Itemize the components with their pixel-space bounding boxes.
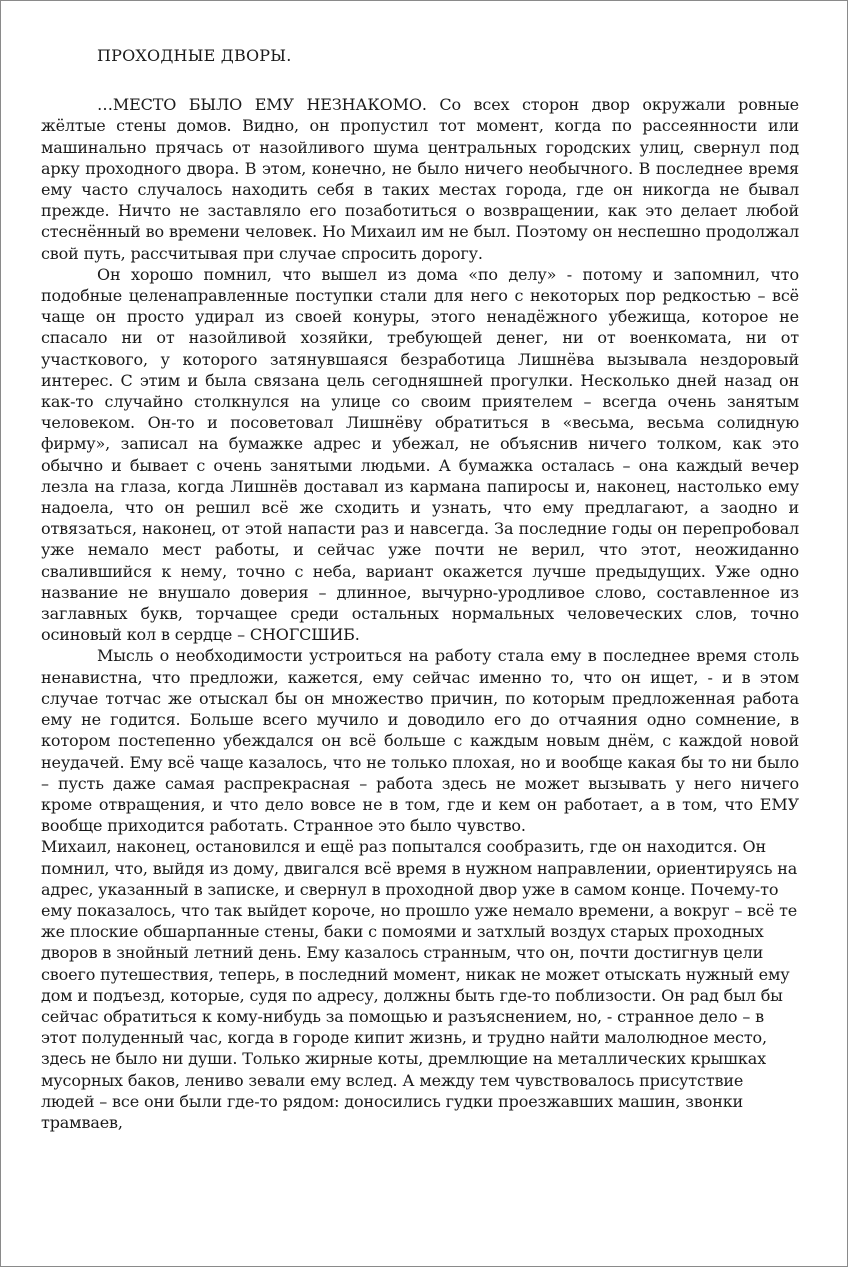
document-body [41, 45, 799, 1133]
paragraph-1: …МЕСТО БЫЛО ЕМУ НЕЗНАКОМО. Со всех сторон двор окружали ровные жёлтые стены домов. Видно, он пропустил тот момент, когда по рассеянности или машинально прячась от назойливого шума центральных городских улиц, свернул под арку проходного двора. В этом, конечно, не было ничего необычного. В последнее время ему часто случалось находить себя в таких местах города, где он никогда не бывал прежде. Ничто не заставляло его позаботиться о возвращении, как это делает любой стеснённый во времени человек. Но Михаил им не был. Поэтому он неспешно продолжал свой путь, рассчитывая при случае спросить дорогу. [41, 95, 799, 263]
paragraph-3: Мысль о необходимости устроиться на работу стала ему в последнее время столь ненавистна, что предложи, кажется, ему сейчас именно то, что он ищет, - и в этом случае тотчас же отыскал бы он множество причин, по которым предложенная работа ему не годится. Больше всего мучило и доводило его до отчаяния одно сомнение, в котором постепенно убеждался он всё больше с каждым новым днём, с каждой новой неудачей. Ему всё чаще казалось, что не только плохая, но и вообще какая бы то ни было – пусть даже самая распрекрасная – работа здесь не может вызывать у него ничего кроме отвращения, и что дело вовсе не в том, где и кем он работает, а в том, что ЕМУ вообще приходится работать. Странное это было чувство. [41, 646, 799, 836]
paragraph-4: Михаил, наконец, остановился и ещё раз попытался сообразить, где он находится. Он помнил, что, выйдя из дому, двигался всё время в нужном направлении, ориентируясь на адрес, указанный в записке, и свернул в проходной двор уже в самом конце. Почему-то ему показалось, что так выйдет короче, но прошло уже немало времени, а вокруг – всё те же плоские обшарпанные стены, баки с помоями и затхлый воздух старых проходных дворов в знойный летний день. Ему казалось странным, что он, почти достигнув цели своего путешествия, теперь, в последний момент, никак не может отыскать нужный ему дом и подъезд, которые, судя по адресу, должны быть где-то поблизости. Он рад был бы сейчас обратиться к кому-нибудь за помощью и разъяснением, но, - странное дело – в этот полуденный час, когда в городе кипит жизнь, и трудно найти малолюдное место, здесь не было ни души. Только жирные коты, дремлющие на металлических крышках мусорных баков, лениво зевали ему вслед. А между тем чувствовалось присутствие людей – все они были где-то рядом: доносились гудки проезжавших машин, звонки трамваев, [41, 837, 798, 1132]
paragraph-2: Он хорошо помнил, что вышел из дома «по делу» - потому и запомнил, что подобные целенаправленные поступки стали для него с некоторых пор редкостью – всё чаще он просто удирал из своей конуры, этого ненадёжного убежища, которое не спасало ни от назойливой хозяйки, требующей денег, ни от военкомата, ни от участкового, у которого затянувшаяся безработица Лишнёва вызывала нездоровый интерес. С этим и была связана цель сегодняшней прогулки. Несколько дней назад он как-то случайно столкнулся на улице со своим приятелем – всегда очень занятым человеком. Он-то и посоветовал Лишнёву обратиться в «весьма, весьма солидную фирму», записал на бумажке адрес и убежал, не объяснив ничего толком, как это обычно и бывает с очень занятыми людьми. А бумажка осталась – она каждый вечер лезла на глаза, когда Лишнёв доставал из кармана папиросы и, наконец, настолько ему надоела, что он решил всё же сходить и узнать, что ему предлагают, а заодно и отвязаться, наконец, от этой напасти раз и навсегда. За последние годы он перепробовал уже немало мест работы, и сейчас уже почти не верил, что этот, неожиданно свалившийся к нему, точно с неба, вариант окажется лучше предыдущих. Уже одно название не внушало доверия – длинное, вычурно-уродливое слово, составленное из заглавных букв, торчащее среди остальных нормальных человеческих слов, точно осиновый кол в сердце – СНОГСШИБ. [41, 264, 799, 645]
document-title: ПРОХОДНЫЕ ДВОРЫ. [97, 46, 292, 65]
